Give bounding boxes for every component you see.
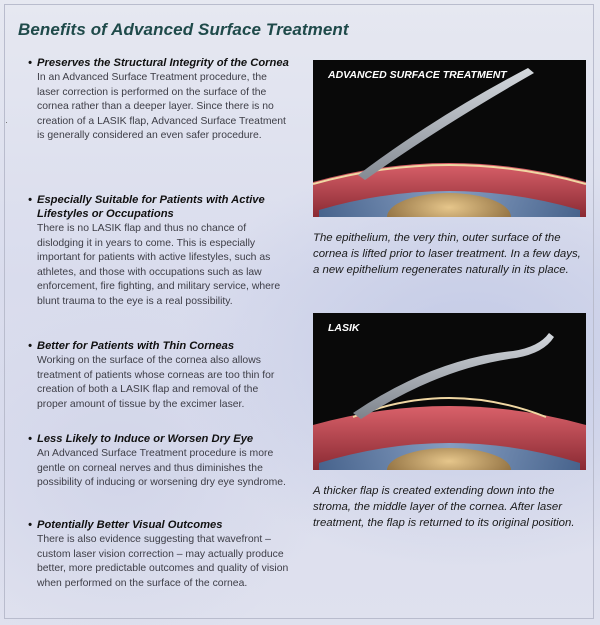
benefit-text: In an Advanced Surface Treatment procedure, the laser correction is performed on the surface of the cornea rather than a deeper layer. Since there is no creation of a LASIK flap, Advanced Surface Treatment is generally considered an even safer procedure. xyxy=(37,72,286,142)
advanced-surface-treatment-illustration xyxy=(313,60,586,217)
benefit-heading: Especially Suitable for Patients with Active Lifestyles or Occupations xyxy=(37,194,265,220)
benefit-heading: Preserves the Structural Integrity of the Cornea xyxy=(37,57,289,69)
benefit-heading: Less Likely to Induce or Worsen Dry Eye xyxy=(37,433,254,445)
scan-mark: · xyxy=(5,117,8,127)
page-title: Benefits of Advanced Surface Treatment xyxy=(18,20,349,39)
caption-advanced: The epithelium, the very thin, outer surface of the cornea is lifted prior to laser treatment. In a few days, a new epithelium regenerates naturally in its place. xyxy=(313,232,581,277)
panel-label-advanced: ADVANCED SURFACE TREATMENT xyxy=(328,69,507,81)
benefit-heading: Potentially Better Visual Outcomes xyxy=(37,519,223,531)
bullet: • xyxy=(28,194,32,206)
benefit-text: There is no LASIK flap and thus no chance of dislodging it in years to come. This is especially important for patients with active lifestyles, such as athletes, and those with occupations such as law enforcement, fire fighting, and military service, where blunt trauma to the eye is a real possibility. xyxy=(37,223,281,307)
cornea-illustration-advanced xyxy=(313,60,586,217)
bullet: • xyxy=(28,433,32,445)
benefit-visual-outcomes xyxy=(28,518,290,591)
benefit-dry-eye xyxy=(28,432,290,491)
benefit-structural-integrity xyxy=(28,56,290,144)
bullet: • xyxy=(28,340,32,352)
bullet: • xyxy=(28,519,32,531)
cornea-illustration-lasik xyxy=(313,313,586,470)
benefit-active-lifestyles xyxy=(28,193,290,310)
benefit-thin-corneas xyxy=(28,339,290,412)
benefit-text: There is also evidence suggesting that wavefront – custom laser vision correction – may actually produce better, more predictable outcomes and quality of vision when performed on the surface of the cornea. xyxy=(37,534,289,589)
benefit-text: Working on the surface of the cornea also allows treatment of patients whose corneas are too thin for creation of both a LASIK flap and removal of the proper amount of tissue by the excimer laser. xyxy=(37,355,275,410)
panel-label-lasik: LASIK xyxy=(328,322,360,334)
caption-lasik: A thicker flap is created extending down into the stroma, the middle layer of the cornea. After laser treatment, the flap is returned to its original position. xyxy=(313,485,575,530)
lasik-illustration xyxy=(313,313,586,470)
benefit-heading: Better for Patients with Thin Corneas xyxy=(37,340,235,352)
benefit-text: An Advanced Surface Treatment procedure is more gentle on corneal nerves and thus diminishes the possibility of inducing or worsening dry eye syndrome. xyxy=(37,448,286,489)
bullet: • xyxy=(28,57,32,69)
